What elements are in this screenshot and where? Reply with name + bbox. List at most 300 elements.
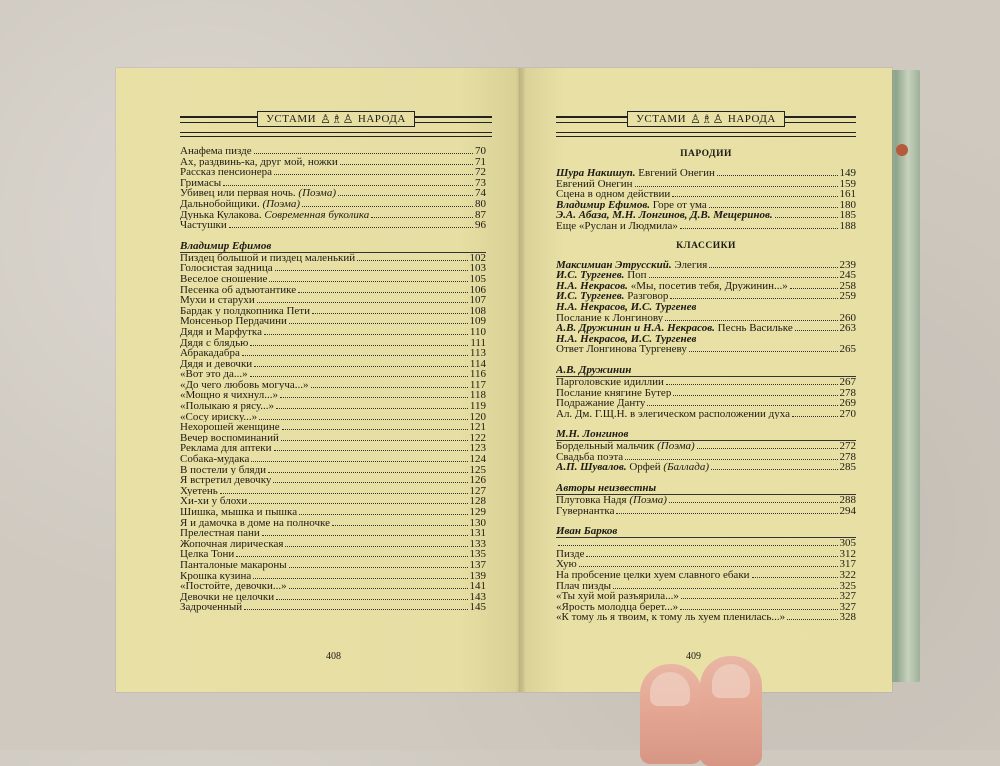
entry-text: Голосистая задница [180,263,273,274]
entry-page: 122 [469,432,486,444]
dot-leader [268,472,467,473]
header-title [627,111,785,127]
entry-text: «Постойте, девочки...» [180,581,287,592]
page-number: 408 [326,651,341,662]
entry-text: Гримасы [180,177,222,189]
entry-page: 137 [469,559,486,571]
dot-leader [251,461,467,462]
entry-page: 113 [469,348,486,359]
toc-entry [180,539,486,550]
entry-title [556,559,577,570]
entry-text: Сцена в одном действии [556,189,671,200]
entry-title [180,188,336,199]
entry-title [556,506,614,517]
entry-text: Плутовка Надя [556,495,630,506]
dot-leader [357,260,467,261]
entry-page: 270 [839,408,856,420]
dot-leader [311,387,468,388]
dot-leader [312,313,468,314]
entry-text: Поп [624,270,647,281]
header-underline [180,132,492,137]
entry-text: Послание к Лонгинову [556,312,664,324]
entry-title [556,602,678,613]
entry-title [180,571,251,582]
entry-text: Дядя с блядью [180,337,249,349]
dot-leader [616,513,837,514]
entry-text: Ал. Дм. Г.Щ.Н. в элегическом расположении духа [556,408,790,420]
entry-text: Евгений Онегин [556,178,633,190]
entry-page: 120 [469,411,486,423]
toc-entry [180,369,486,380]
entry-text: Веселое сношение [180,273,268,285]
spacer [556,355,856,365]
entry-text: Хи-хи у блохи [180,496,248,507]
dot-leader [709,267,837,268]
entry-page: 70 [475,146,486,157]
dot-leader [752,577,838,578]
entry-page: 106 [469,284,486,296]
entry-page: 258 [839,280,856,292]
entry-title [556,168,715,179]
entry-title [556,281,788,292]
dot-leader [680,228,838,229]
entry-title [556,452,623,463]
entry-title [180,306,310,317]
entry-author: И.С. Тургенев. [556,270,625,281]
entry-genre: (Поэма) [629,495,667,506]
entry-title [180,549,234,560]
dot-leader [257,302,468,303]
entry-title [556,313,663,324]
entry-page: 119 [469,401,486,412]
toc-entry [556,549,856,560]
toc-entry [180,316,486,327]
header-rule [556,116,627,123]
dot-leader [669,502,838,503]
entry-page: 123 [469,443,486,455]
entry-title [180,443,272,454]
toc-entry [556,570,856,581]
entry-text: Монсеньор Пердачини [180,316,287,327]
dancing-figures-icon: ♙♗♙ [690,112,724,126]
entry-page: 103 [469,263,486,274]
entry-text: Вечер воспоминаний [180,432,279,444]
entry-page: 96 [475,220,486,231]
author-heading: Авторы неизвестны [556,483,856,495]
dot-leader [790,288,838,289]
entry-author: Владимир Ефимов. [556,199,650,211]
dot-leader [613,588,837,589]
entry-text: Крошка кузина [180,570,252,582]
toc-entry [180,306,486,317]
dot-leader [250,345,468,346]
entry-text: Горе от ума [650,199,707,211]
entry-title [556,388,671,399]
spacer [556,473,856,483]
toc-entry [180,486,486,497]
spacer [556,516,856,526]
entry-text: Панталоные макароны [180,559,287,571]
entry-title [556,260,707,271]
entry-title [180,507,297,518]
entry-page: 145 [469,602,486,613]
dot-leader [625,459,837,460]
header-word-right: НАРОДА [727,113,776,125]
entry-title [180,581,287,592]
toc-entry [556,581,856,592]
entry-title [180,274,267,285]
spacer [556,419,856,429]
entry-author: Максимиан Этрусский. [556,259,672,271]
entry-page: 245 [839,270,856,281]
dot-leader [229,227,473,228]
entry-text: Реклама для аптеки [180,443,272,455]
entry-author: Н.А. Некрасов, И.С. Тургенев [556,333,697,345]
dot-leader [775,217,838,218]
toc-entry [180,167,486,178]
entry-title [556,291,668,302]
entry-genre: (Поэма) [298,188,336,199]
entry-text: «Мы, посетив тебя, Дружинин...» [627,280,788,292]
header-word-left: УСТАМИ [266,113,317,125]
entry-text: Собака-мудака [180,454,250,465]
fingernail [650,672,690,706]
entry-page: 133 [469,538,486,550]
entry-page: 108 [469,305,486,317]
entry-page: 121 [469,422,486,433]
toc-entry [180,199,486,210]
entry-page: 267 [839,376,856,388]
entry-text: Дальнобойщики. [180,198,263,210]
dot-leader [711,469,837,470]
entry-title [556,200,707,211]
author-heading: А.В. Дружинин [556,365,856,377]
spacer [180,231,486,241]
entry-title [556,344,687,355]
entry-title [556,591,679,602]
entry-text: Шишка, мышка и пышка [180,507,298,518]
header-rule [415,116,492,123]
entry-page: 118 [469,390,486,402]
toc-entry [180,496,486,507]
entry-text: Бардак у полдкопника Пети [180,305,310,317]
entry-page: 72 [475,167,486,178]
entry-text: Прелестная пани [180,528,260,539]
cover-emblem [896,144,908,156]
toc-entry [180,518,486,529]
toc-entry [180,274,486,285]
toc-entry [556,260,856,271]
toc-entry [556,270,856,281]
entry-genre: (Поэма) [262,198,301,210]
entry-author: Шура Накишуп. [556,168,636,179]
dot-leader [236,556,467,557]
dot-leader [680,609,837,610]
dot-leader [242,355,468,356]
dot-leader [665,320,837,321]
toc-entry [556,559,856,570]
entry-title [556,495,667,506]
toc-entry [180,581,486,592]
dot-leader [273,482,467,483]
entry-title [556,323,793,334]
toc-entry [556,388,856,399]
header-title [257,111,415,127]
dot-leader [579,566,838,567]
entry-title [180,412,257,423]
header-rule [785,116,856,123]
book-gutter [516,68,526,692]
entry-title [180,220,227,231]
dot-leader [681,598,838,599]
toc-entry [556,591,856,602]
toc-entry [180,327,486,338]
entry-text: Мухи и старухи [180,295,255,306]
entry-title [180,475,271,486]
section-heading: КЛАССИКИ [676,240,736,251]
entry-title [180,199,300,210]
dot-leader [666,384,838,385]
entry-page: 116 [469,369,486,380]
toc-entry [180,507,486,518]
entry-text: Песнь Васильке [714,323,793,334]
dot-leader [717,175,838,176]
entry-author: А.П. Шувалов. [556,462,627,474]
left-page [116,68,520,692]
toc-entry [556,291,856,302]
entry-page: 149 [839,168,856,179]
entry-page: 325 [839,580,856,592]
entry-text: Пиздец большой и пиздец маленький [180,252,356,264]
entry-text: Анафема пизде [180,146,252,157]
entry-title [556,210,773,221]
entry-text: Хуетень [180,485,218,497]
toc-entry [180,285,486,296]
dot-leader [792,416,838,417]
entry-title [180,157,338,168]
toc-entry [180,295,486,306]
entry-page: 130 [469,517,486,529]
entry-title [556,302,696,313]
entry-title [180,518,330,529]
entry-text: Дядя и девочки [180,358,253,370]
toc-entry [180,433,486,444]
entry-page: 294 [839,505,856,517]
dot-leader [647,405,837,406]
entry-genre: (Баллада) [663,462,710,474]
toc-entry [556,302,856,313]
entry-text: «К тому ль я твоим, к тому ль хуем пленилась...» [556,612,786,623]
entry-page: 124 [469,454,486,465]
dot-leader [332,525,468,526]
entry-title [180,210,369,221]
entry-title [180,348,240,359]
entry-page: 117 [469,379,486,391]
author-heading: Владимир Ефимов [180,241,486,253]
dot-leader [709,207,838,208]
entry-title [180,454,249,465]
toc-entry [556,506,856,517]
entry-text: В постели у бляди [180,464,267,476]
toc-entry [180,454,486,465]
toc-entry [556,281,856,292]
entry-page: 73 [475,177,486,189]
toc-entry [180,571,486,582]
entry-title [180,263,273,274]
dot-leader [275,270,468,271]
dot-leader [264,334,468,335]
dot-leader [787,619,837,620]
entry-title [180,167,272,178]
entry-title [180,253,355,264]
author-heading: М.Н. Лонгинов [556,429,856,441]
dot-leader [795,330,838,331]
section-heading: ПАРОДИИ [680,149,732,159]
dancing-figures-icon: ♙♗♙ [320,112,354,126]
entry-page: 263 [839,323,856,334]
dot-leader [285,546,467,547]
dot-leader [254,153,473,154]
entry-title [556,570,750,581]
entry-text: Нехорошей женщине [180,422,280,433]
entry-text: Жопочная лирическая [180,538,284,550]
dot-leader [269,281,467,282]
entry-author: И.С. Тургенев. [556,291,625,302]
entry-title [180,295,255,306]
toc-entry [556,344,856,355]
entry-page: 126 [469,475,486,486]
toc-entry [180,592,486,603]
entry-text: Ответ Лонгинова Тургеневу [556,344,687,355]
toc-entry [556,377,856,388]
entry-text: Подражание Данту [556,398,646,409]
entry-text: Плач пизды [556,580,612,592]
entry-page: 185 [839,210,856,221]
entry-text: Я встретил девочку [180,475,272,486]
entry-text: Девочки не целочки [180,591,275,603]
toc-entry [180,401,486,412]
entry-title [180,369,248,380]
header-underline [556,132,856,137]
entry-page: 80 [475,198,486,210]
entry-text: «Сосу ириску...» [180,411,258,423]
dot-leader [220,493,468,494]
page-number: 409 [686,651,701,662]
toc-entry [180,348,486,359]
entry-page: 259 [839,291,856,302]
entry-text: Хую [556,559,577,571]
entry-text: Гувернантка [556,505,615,517]
right-page [520,68,892,692]
entry-title [180,560,287,571]
entry-page: 327 [839,601,856,613]
dot-leader [274,450,468,451]
dot-leader [558,545,838,546]
entry-page: 127 [469,485,486,497]
entry-text: «Ярость молодца берет...» [556,601,679,613]
entry-text: Евгений Онегин [635,168,715,179]
entry-title [556,377,664,388]
entry-title [556,612,785,623]
entry-title [556,441,695,452]
toc-entry [180,390,486,401]
toc-entry [180,602,486,613]
toc-entry [180,157,486,168]
entry-text: Рассказ пенсионера [180,167,272,178]
entry-page: 141 [469,581,486,592]
toc-entry [556,334,856,345]
toc-entry [556,210,856,221]
entry-page: 161 [839,189,856,200]
entry-page: 328 [839,612,856,623]
dot-leader [254,366,468,367]
table-of-contents [556,146,856,623]
dot-leader [249,503,467,504]
entry-title [180,528,260,539]
running-header [556,110,856,128]
author-heading: Иван Барков [556,526,856,538]
toc-entry [556,313,856,324]
toc-entry [180,443,486,454]
toc-entry [180,560,486,571]
entry-page: 125 [469,464,486,476]
entry-title [180,390,278,401]
entry-page: 102 [469,252,486,264]
entry-page: 114 [469,358,486,370]
toc-entry [180,412,486,423]
toc-entry [180,338,486,349]
entry-text: «Вот это да...» [180,369,248,380]
entry-title [556,398,645,409]
entry-page: 327 [839,591,856,602]
entry-page: 278 [839,387,856,399]
toc-entry [556,168,856,179]
dot-leader [276,408,468,409]
toc-entry [180,380,486,391]
dot-leader [253,578,467,579]
entry-page: 129 [469,507,486,518]
entry-author: Н.А. Некрасов. [556,280,628,292]
entry-author: Н.А. Некрасов, И.С. Тургенев [556,301,697,313]
entry-title [556,409,790,420]
entry-title [180,433,279,444]
entry-text: Убивец или первая ночь. [180,188,299,199]
toc-entry [556,200,856,211]
entry-page: 107 [469,295,486,306]
entry-title [180,316,287,327]
entry-title [180,592,274,603]
fingernail [712,664,750,698]
entry-page: 159 [839,178,856,190]
entry-text: Я и дамочка в доме на полночке [180,517,330,529]
dot-leader [281,440,468,441]
toc-entry [180,528,486,539]
dot-leader [250,376,468,377]
entry-text: Послание княгине Бутер [556,387,672,399]
toc-entry [556,398,856,409]
entry-title [556,189,670,200]
dot-leader [298,292,467,293]
table-of-contents [180,146,486,613]
entry-page: 317 [839,559,856,571]
entry-page: 260 [839,312,856,324]
entry-text: «До чего любовь могуча...» [180,379,309,391]
entry-page: 312 [839,548,856,560]
dot-leader [689,351,838,352]
header-word-right: НАРОДА [357,113,406,125]
entry-page: 265 [839,344,856,355]
running-header [180,110,492,128]
